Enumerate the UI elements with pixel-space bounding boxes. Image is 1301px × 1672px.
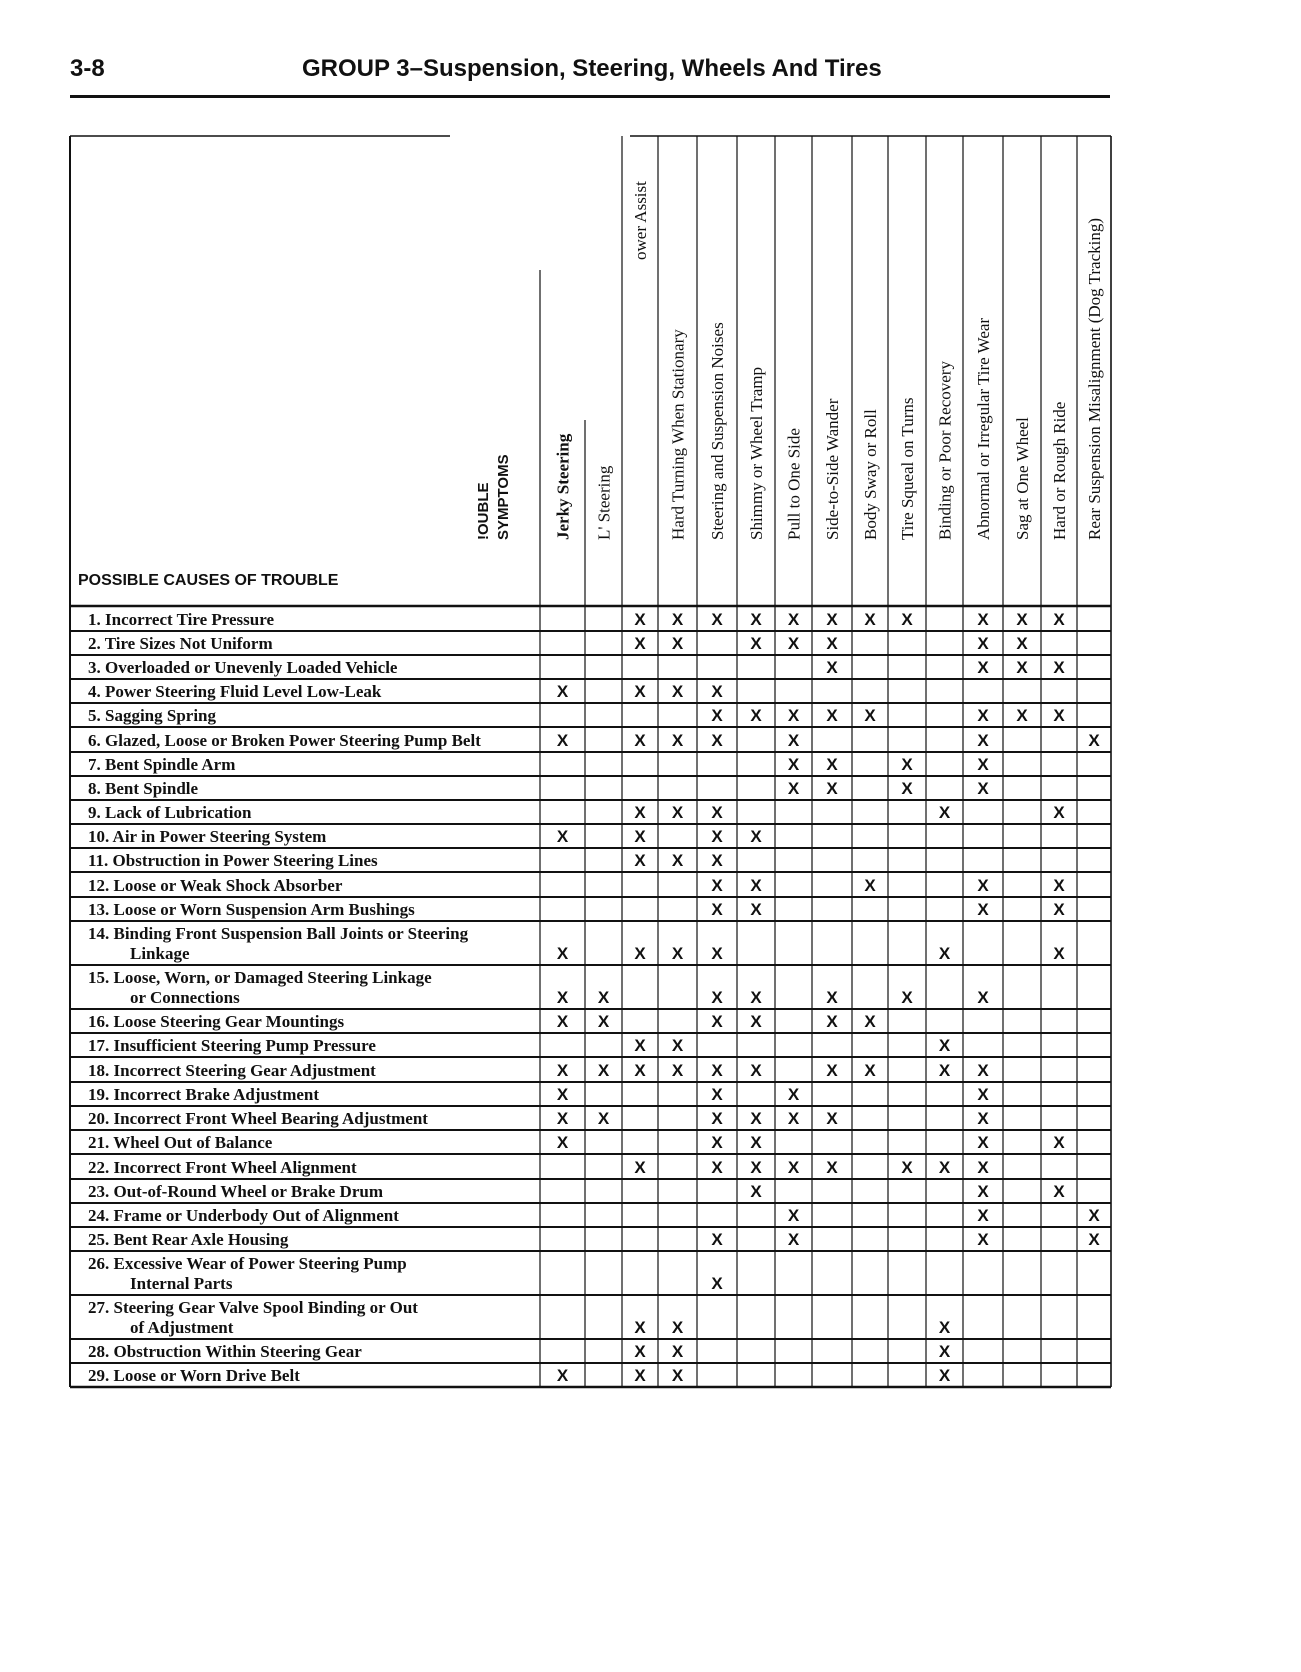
cause-symptom-mark: X (977, 1061, 989, 1080)
cause-label: 19. Incorrect Brake Adjustment (88, 1085, 320, 1104)
cause-label: 13. Loose or Worn Suspension Arm Bushings (88, 900, 415, 919)
cause-symptom-mark: X (787, 1230, 800, 1249)
cause-symptom-mark: X (864, 1012, 876, 1031)
cause-label-continued: or Connections (130, 988, 240, 1007)
cause-label: 3. Overloaded or Unevenly Loaded Vehicle (88, 658, 398, 677)
cause-label: 11. Obstruction in Power Steering Lines (88, 851, 378, 870)
cause-symptom-mark: X (977, 900, 989, 919)
cause-symptom-mark: X (864, 1061, 876, 1080)
cause-symptom-mark: X (711, 988, 723, 1007)
cause-symptom-mark: X (1053, 658, 1065, 677)
cause-label: 22. Incorrect Front Wheel Alignment (88, 1158, 357, 1177)
cause-symptom-mark: X (1016, 610, 1028, 629)
cause-symptom-mark: X (938, 1318, 951, 1337)
cause-symptom-mark: X (901, 988, 913, 1007)
cause-label: 6. Glazed, Loose or Broken Power Steering Pump Belt (88, 731, 481, 750)
cause-symptom-mark: X (901, 779, 913, 798)
cause-symptom-mark: X (556, 682, 569, 701)
cause-symptom-mark: X (634, 634, 646, 653)
cause-symptom-mark: X (864, 610, 876, 629)
cause-symptom-mark: X (826, 706, 838, 725)
cause-label: 21. Wheel Out of Balance (88, 1133, 273, 1152)
cause-symptom-mark: X (711, 1061, 723, 1080)
cause-symptom-mark: X (787, 1109, 800, 1128)
cause-label: 1. Incorrect Tire Pressure (88, 610, 275, 629)
cause-label-continued: of Adjustment (130, 1318, 234, 1337)
cause-symptom-mark: X (750, 1133, 762, 1152)
cause-symptom-mark: X (750, 1109, 762, 1128)
cause-symptom-mark: X (671, 851, 684, 870)
cause-symptom-mark: X (977, 658, 989, 677)
cause-symptom-mark: X (1053, 803, 1065, 822)
cause-symptom-mark: X (671, 682, 684, 701)
symptoms-label: SYMPTOMS (495, 454, 512, 540)
symptom-header: Shimmy or Wheel Tramp (747, 367, 766, 540)
page-title: GROUP 3–Suspension, Steering, Wheels And Tires (302, 55, 882, 82)
symptom-header: Hard or Rough Ride (1050, 401, 1069, 540)
symptom-header: L' Steering (594, 465, 614, 540)
cause-symptom-mark: X (826, 1061, 838, 1080)
group-label: GROUP 3 (302, 55, 410, 82)
cause-symptom-mark: X (787, 610, 800, 629)
cause-symptom-mark: X (750, 1158, 762, 1177)
cause-symptom-mark: X (711, 876, 723, 895)
symptom-header: Abnormal or Irregular Tire Wear (974, 317, 993, 540)
cause-symptom-mark: X (977, 706, 989, 725)
cause-symptom-mark: X (634, 803, 646, 822)
symptom-header: Pull to One Side (784, 428, 804, 540)
cause-symptom-mark: X (938, 1366, 951, 1385)
cause-label: 16. Loose Steering Gear Mountings (88, 1012, 345, 1031)
cause-symptom-mark: X (826, 1109, 838, 1128)
cause-symptom-mark: X (1053, 1182, 1065, 1201)
cause-symptom-mark: X (977, 610, 989, 629)
cause-symptom-mark: X (901, 1158, 913, 1177)
cause-symptom-mark: X (1088, 731, 1100, 750)
cause-symptom-mark: X (750, 634, 762, 653)
cause-label: 23. Out-of-Round Wheel or Brake Drum (88, 1182, 383, 1201)
cause-symptom-mark: X (977, 988, 989, 1007)
cause-symptom-mark: X (711, 706, 723, 725)
cause-symptom-mark: X (671, 610, 684, 629)
cause-symptom-mark: X (1053, 944, 1065, 963)
cause-symptom-mark: X (671, 944, 684, 963)
cause-symptom-mark: X (556, 1366, 569, 1385)
cause-symptom-mark: X (750, 706, 762, 725)
cause-symptom-mark: X (787, 1085, 800, 1104)
cause-symptom-mark: X (750, 610, 762, 629)
cause-symptom-mark: X (977, 1133, 989, 1152)
group-subtitle: Suspension, Steering, Wheels And Tires (422, 55, 882, 82)
symptom-header: Tire Squeal on Turns (898, 397, 917, 540)
cause-label: 9. Lack of Lubrication (88, 803, 252, 822)
cause-symptom-mark: X (826, 610, 838, 629)
cause-symptom-mark: X (634, 944, 646, 963)
cause-symptom-mark: X (597, 1109, 610, 1128)
cause-symptom-mark: X (634, 1061, 646, 1080)
cause-symptom-mark: X (711, 610, 723, 629)
cause-symptom-mark: X (556, 1109, 569, 1128)
cause-symptom-mark: X (671, 1318, 684, 1337)
cause-symptom-mark: X (597, 1061, 610, 1080)
cause-symptom-mark: X (938, 803, 951, 822)
cause-symptom-mark: X (671, 1342, 684, 1361)
cause-symptom-mark: X (634, 1036, 646, 1055)
cause-symptom-mark: X (826, 779, 838, 798)
cause-symptom-mark: X (826, 634, 838, 653)
cause-symptom-mark: X (901, 610, 913, 629)
symptom-header: Steering and Suspension Noises (708, 322, 727, 540)
cause-symptom-mark: X (1053, 900, 1065, 919)
cause-symptom-mark: X (634, 1158, 646, 1177)
cause-label: 17. Insufficient Steering Pump Pressure (88, 1036, 376, 1055)
cause-symptom-mark: X (826, 755, 838, 774)
cause-symptom-mark: X (556, 944, 569, 963)
cause-symptom-mark: X (711, 944, 723, 963)
cause-symptom-mark: X (1053, 876, 1065, 895)
symptom-header: Hard Turning When Stationary (668, 329, 688, 540)
cause-label: 24. Frame or Underbody Out of Alignment (88, 1206, 399, 1225)
cause-symptom-mark: X (634, 610, 646, 629)
symptom-header: Jerky Steering (553, 433, 573, 540)
cause-symptom-mark: X (634, 827, 646, 846)
cause-symptom-mark: X (671, 1061, 684, 1080)
cause-symptom-mark: X (711, 803, 723, 822)
symptom-header: Side-to-Side Wander (823, 398, 842, 540)
cause-symptom-mark: X (597, 1012, 610, 1031)
cause-symptom-mark: X (750, 900, 762, 919)
cause-symptom-mark: X (938, 944, 951, 963)
cause-symptom-mark: X (711, 1085, 723, 1104)
cause-symptom-mark: X (711, 682, 723, 701)
cause-symptom-mark: X (977, 1230, 989, 1249)
cause-label: 8. Bent Spindle (88, 779, 199, 798)
cause-symptom-mark: X (556, 827, 569, 846)
cause-symptom-mark: X (711, 731, 723, 750)
cause-symptom-mark: X (977, 1206, 989, 1225)
cause-symptom-mark: X (787, 779, 800, 798)
cause-symptom-mark: X (1016, 634, 1028, 653)
cause-symptom-mark: X (711, 900, 723, 919)
cause-symptom-mark: X (556, 731, 569, 750)
symptom-header: Rear Suspension Misalignment (Dog Tracking) (1085, 217, 1104, 540)
cause-label: 10. Air in Power Steering System (88, 827, 327, 846)
cause-symptom-mark: X (864, 706, 876, 725)
cause-label: 20. Incorrect Front Wheel Bearing Adjustment (88, 1109, 428, 1128)
cause-symptom-mark: X (1053, 610, 1065, 629)
page-number: 3-8 (70, 55, 105, 82)
cause-label-continued: Linkage (130, 944, 190, 963)
cause-symptom-mark: X (864, 876, 876, 895)
cause-label: 27. Steering Gear Valve Spool Binding or Out (88, 1298, 418, 1317)
cause-symptom-mark: X (977, 731, 989, 750)
cause-symptom-mark: X (634, 1366, 646, 1385)
cause-symptom-mark: X (1088, 1230, 1100, 1249)
symptom-header: Binding or Poor Recovery (935, 361, 955, 540)
cause-symptom-mark: X (750, 1012, 762, 1031)
cause-label-continued: Internal Parts (130, 1274, 233, 1293)
cause-symptom-mark: X (711, 1274, 723, 1293)
cause-symptom-mark: X (938, 1158, 951, 1177)
cause-symptom-mark: X (977, 755, 989, 774)
cause-label: 15. Loose, Worn, or Damaged Steering Linkage (88, 968, 432, 987)
cause-symptom-mark: X (977, 1109, 989, 1128)
cause-symptom-mark: X (1088, 1206, 1100, 1225)
cause-symptom-mark: X (977, 1085, 989, 1104)
symptom-header: Sag at One Wheel (1013, 417, 1032, 540)
cause-label: 28. Obstruction Within Steering Gear (88, 1342, 362, 1361)
cause-symptom-mark: X (1016, 706, 1028, 725)
cause-symptom-mark: X (787, 634, 800, 653)
cause-symptom-mark: X (787, 755, 800, 774)
cause-symptom-mark: X (750, 876, 762, 895)
cause-symptom-mark: X (634, 682, 646, 701)
possible-causes-label: POSSIBLE CAUSES OF TROUBLE (78, 572, 339, 589)
cause-symptom-mark: X (938, 1036, 951, 1055)
cause-label: 12. Loose or Weak Shock Absorber (88, 876, 343, 895)
cause-symptom-mark: X (556, 1012, 569, 1031)
cause-symptom-mark: X (634, 731, 646, 750)
cause-symptom-mark: X (750, 827, 762, 846)
cause-symptom-mark: X (787, 1158, 800, 1177)
cause-symptom-mark: X (901, 755, 913, 774)
cause-label: 2. Tire Sizes Not Uniform (88, 634, 273, 653)
cause-label: 4. Power Steering Fluid Level Low-Leak (88, 682, 382, 701)
cause-symptom-mark: X (938, 1061, 951, 1080)
cause-symptom-mark: X (671, 731, 684, 750)
cause-symptom-mark: X (826, 1158, 838, 1177)
cause-symptom-mark: X (711, 1230, 723, 1249)
cause-symptom-mark: X (787, 1206, 800, 1225)
cause-symptom-mark: X (750, 1061, 762, 1080)
cause-symptom-mark: X (556, 1061, 569, 1080)
cause-symptom-mark: X (977, 779, 989, 798)
cause-symptom-mark: X (556, 1085, 569, 1104)
cause-symptom-mark: X (556, 1133, 569, 1152)
cause-symptom-mark: X (634, 1318, 646, 1337)
cause-symptom-mark: X (750, 988, 762, 1007)
cause-label: 29. Loose or Worn Drive Belt (88, 1366, 300, 1385)
cause-symptom-mark: X (634, 851, 646, 870)
cause-symptom-mark: X (977, 1158, 989, 1177)
cause-symptom-mark: X (826, 658, 838, 677)
cause-label: 26. Excessive Wear of Power Steering Pump (88, 1254, 407, 1273)
symptom-header: ower Assist (631, 181, 650, 260)
cause-label: 25. Bent Rear Axle Housing (88, 1230, 289, 1249)
cause-symptom-mark: X (597, 988, 610, 1007)
cause-symptom-mark: X (671, 634, 684, 653)
symptom-header: Body Sway or Roll (861, 409, 880, 540)
cause-symptom-mark: X (977, 876, 989, 895)
cause-symptom-mark: X (711, 1158, 723, 1177)
cause-label: 7. Bent Spindle Arm (88, 755, 236, 774)
cause-symptom-mark: X (711, 827, 723, 846)
cause-symptom-mark: X (711, 1012, 723, 1031)
cause-symptom-mark: X (826, 988, 838, 1007)
cause-symptom-mark: X (787, 706, 800, 725)
cause-symptom-mark: X (634, 1342, 646, 1361)
cause-symptom-mark: X (1016, 658, 1028, 677)
cause-label: 18. Incorrect Steering Gear Adjustment (88, 1061, 376, 1080)
cause-symptom-mark: X (711, 1133, 723, 1152)
cause-symptom-mark: X (671, 1366, 684, 1385)
cause-symptom-mark: X (556, 988, 569, 1007)
cause-symptom-mark: X (671, 1036, 684, 1055)
cause-label: 5. Sagging Spring (88, 706, 217, 725)
cause-symptom-mark: X (711, 851, 723, 870)
cause-symptom-mark: X (826, 1012, 838, 1031)
trouble-label: !OUBLE (475, 482, 492, 540)
cause-symptom-mark: X (750, 1182, 762, 1201)
cause-symptom-mark: X (671, 803, 684, 822)
cause-label: 14. Binding Front Suspension Ball Joints or Steering (88, 924, 469, 943)
cause-symptom-mark: X (1053, 1133, 1065, 1152)
cause-symptom-mark: X (787, 731, 800, 750)
cause-symptom-mark: X (711, 1109, 723, 1128)
cause-symptom-mark: X (977, 1182, 989, 1201)
cause-symptom-mark: X (1053, 706, 1065, 725)
cause-symptom-mark: X (977, 634, 989, 653)
cause-symptom-mark: X (938, 1342, 951, 1361)
